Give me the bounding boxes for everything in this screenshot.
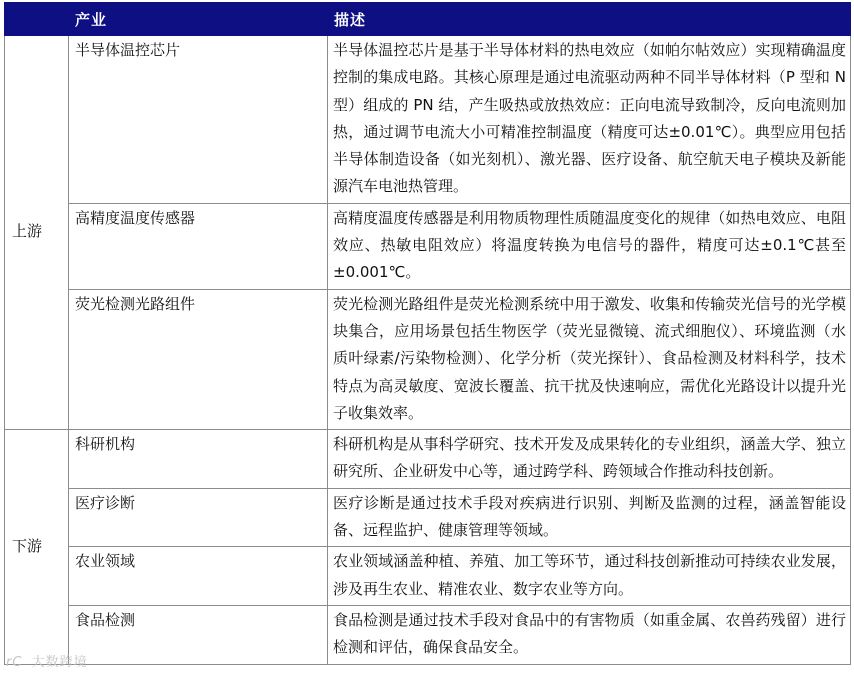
- watermark: [6, 651, 88, 670]
- industry-cell: 科研机构: [69, 430, 328, 489]
- table-row: [5, 36, 851, 204]
- industry-cell: 食品检测: [69, 605, 328, 664]
- industry-chain-table: [4, 2, 851, 665]
- description-cell: 科研机构是从事科学研究、技术开发及成果转化的专业组织，涵盖大学、独立研究所、企业研发中心等，通过跨学科、跨领域合作推动科技创新。: [328, 430, 851, 489]
- table-row: [5, 547, 851, 606]
- description-cell: 荧光检测光路组件是荧光检测系统中用于激发、收集和传输荧光信号的光学模块集合，应用场景包括生物医学（荧光显微镜、流式细胞仪）、环境监测（水质叶绿素/污染物检测）、化学分析（荧光探针）、食品检测及材料科学，技术特点为高灵敏度、宽波长覆盖、抗干扰及快速响应，需优化光路设计以提升光子收集效率。: [328, 289, 851, 429]
- industry-cell: 高精度温度传感器: [69, 203, 328, 289]
- description-cell: 半导体温控芯片是基于半导体材料的热电效应（如帕尔帖效应）实现精确温度控制的集成电路。其核心原理是通过电流驱动两种不同半导体材料（P 型和 N 型）组成的 PN 结，产生吸热或放热效应：正向电流导致制冷，反向电流则加热，通过调节电流大小可精准控制温度（精度可达±0.01℃）。典型应用包括半导体制造设备（如光刻机）、激光器、医疗设备、航空航天电子模块及新能源汽车电池热管理。: [328, 36, 851, 204]
- industry-cell: 医疗诊断: [69, 488, 328, 547]
- watermark-logo-icon: rC: [6, 655, 23, 670]
- header-segment: [5, 3, 69, 36]
- watermark-text: 大数跨境: [31, 655, 88, 670]
- table-row: [5, 605, 851, 664]
- table-header-row: [5, 3, 851, 36]
- industry-cell: 半导体温控芯片: [69, 36, 328, 204]
- segment-downstream: 下游: [5, 430, 69, 664]
- description-cell: 医疗诊断是通过技术手段对疾病进行识别、判断及监测的过程，涵盖智能设备、远程监护、健康管理等领域。: [328, 488, 851, 547]
- table-row: [5, 488, 851, 547]
- industry-cell: 农业领域: [69, 547, 328, 606]
- header-industry: 产业: [69, 3, 328, 36]
- description-cell: 食品检测是通过技术手段对食品中的有害物质（如重金属、农兽药残留）进行检测和评估，确保食品安全。: [328, 605, 851, 664]
- description-cell: 农业领域涵盖种植、养殖、加工等环节，通过科技创新推动可持续农业发展，涉及再生农业、精准农业、数字农业等方向。: [328, 547, 851, 606]
- table-row: [5, 430, 851, 489]
- industry-cell: 荧光检测光路组件: [69, 289, 328, 429]
- segment-upstream: 上游: [5, 36, 69, 430]
- table-row: [5, 203, 851, 289]
- description-cell: 高精度温度传感器是利用物质物理性质随温度变化的规律（如热电效应、电阻效应、热敏电阻效应）将温度转换为电信号的器件，精度可达±0.1℃甚至±0.001℃。: [328, 203, 851, 289]
- header-description: 描述: [328, 3, 851, 36]
- table-row: [5, 289, 851, 429]
